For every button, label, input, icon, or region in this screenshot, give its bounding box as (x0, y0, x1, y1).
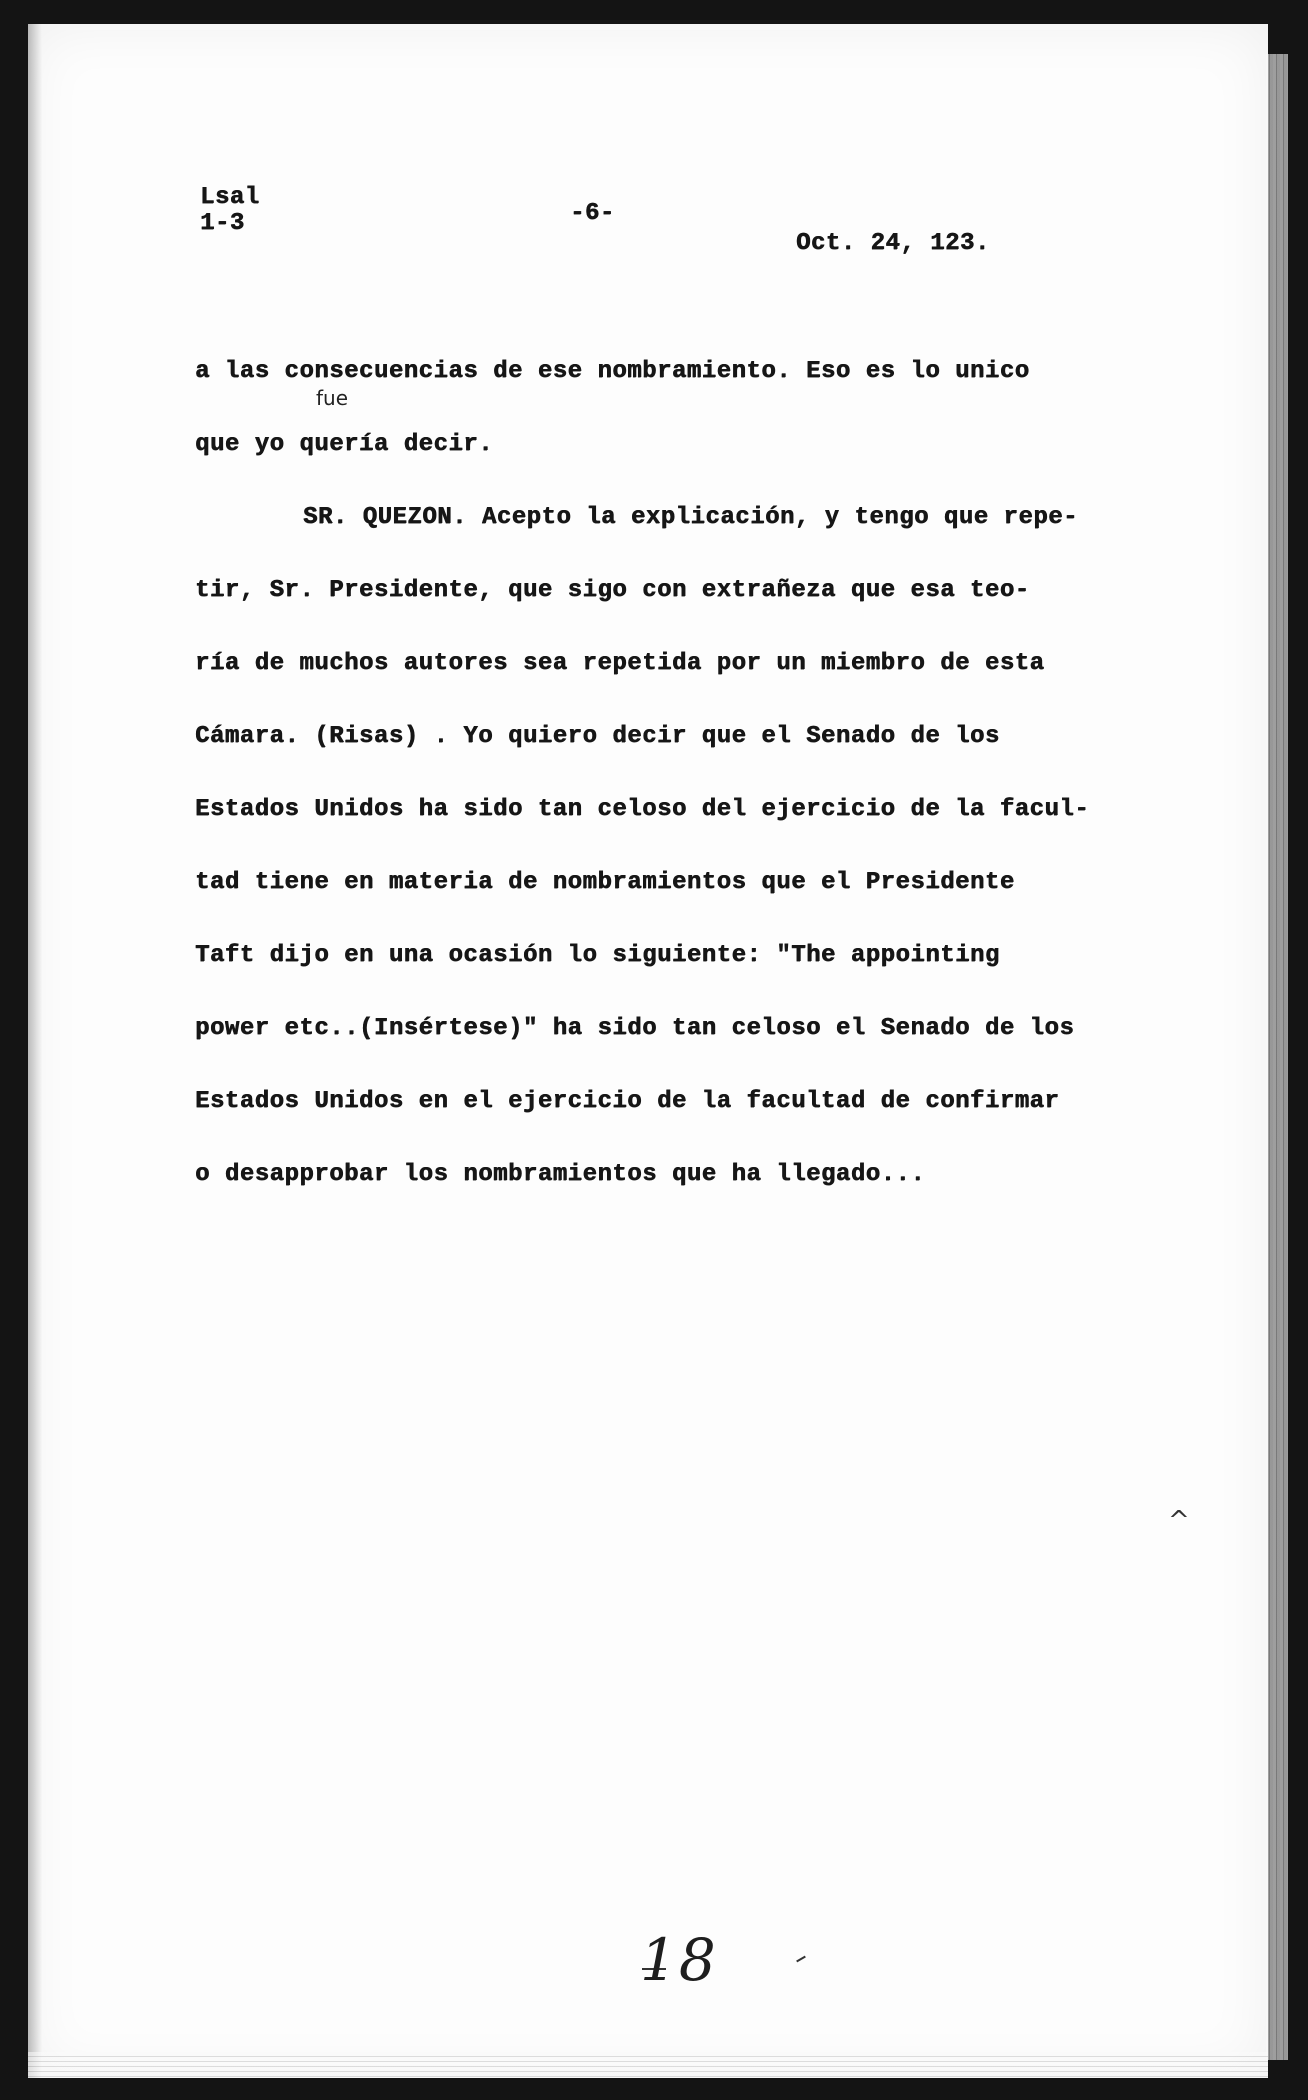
body-line: a las consecuencias de ese nombramiento. Eso es lo unico (195, 358, 1030, 385)
body-line: tir, Sr. Presidente, que sigo con extrañeza que esa teo- (195, 577, 1030, 604)
body-line: Estados Unidos en el ejercicio de la facultad de confirmar (195, 1088, 1060, 1115)
header-code-line1: Lsal (200, 184, 260, 211)
body-line: Estados Unidos ha sido tan celoso del ejercicio de la facul- (195, 796, 1090, 823)
header-date: Oct. 24, 123. (796, 230, 990, 257)
body-line: SR. QUEZON. Acepto la explicación, y tengo que repe- (303, 504, 1078, 531)
caret-mark: ^ (1168, 1506, 1190, 1536)
page-marker: -6- (570, 200, 615, 227)
header-code-line2: 1-3 (200, 210, 245, 237)
page-bottom-edge (28, 2052, 1268, 2078)
page-right-edge (1266, 54, 1288, 2060)
body-line: Taft dijo en una ocasión lo siguiente: "The appointing (195, 942, 1000, 969)
body-line: tad tiene en materia de nombramientos que el Presidente (195, 869, 1015, 896)
page-left-edge (28, 24, 42, 2078)
body-line: Cámara. (Risas) . Yo quiero decir que el Senado de los (195, 723, 1000, 750)
body-line: power etc..(Insértese)" ha sido tan celoso el Senado de los (195, 1015, 1075, 1042)
body-line: que yo quería decir. (195, 431, 494, 458)
body-text (195, 335, 1175, 1211)
handwritten-page-number: 18 (640, 1926, 718, 1994)
body-line: o desapprobar los nombramientos que ha llegado... (195, 1161, 926, 1188)
body-line: ría de muchos autores sea repetida por un miembro de esta (195, 650, 1045, 677)
handwritten-insert-mark: fue (316, 386, 349, 410)
